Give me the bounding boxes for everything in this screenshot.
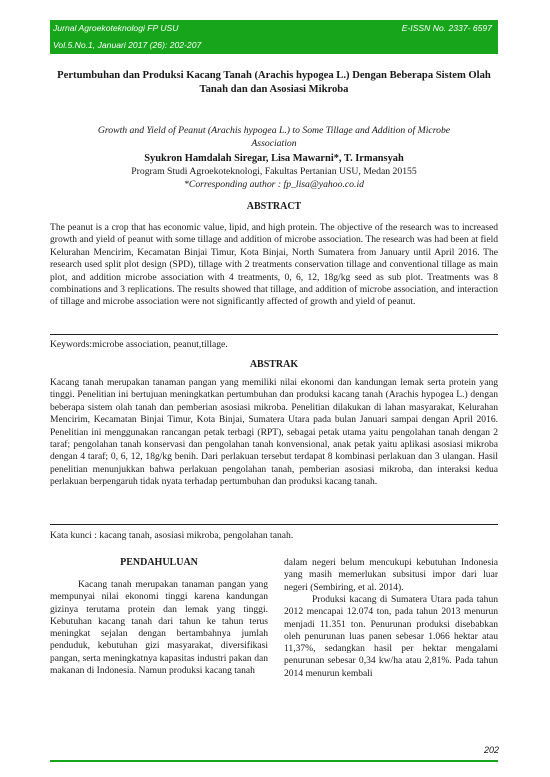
english-title-line2: Association (251, 138, 297, 149)
abstrak-text: Kacang tanah merupakan tanaman pangan yang memiliki nilai ekonomi dan kandungan lemak serta protein yang tinggi. Penelitian ini bertujuan meningkatkan pertumbuhan dan produksi kacang tanah (Arachis hypogea L.) dengan beberapa sistem olah tanah dan pemberian asosiasi mikroba. Penelitian dilakukan di lahan masyarakat, Kelurahan Mencirim, Kecamatan Binjai Timur, Kota Binjai, Sumatera Utara pada bulan Januari sampai dengan April 2016. Penelitian ini menggunakan rancangan petak terbagi (RPT), sebagai petak utama yaitu pengolahan tanah dengan 2 taraf; pengolahan tanah konservasi dan pengolahan tanah konvensional, anak petak yaitu aplikasi asosiasi mikroba dengan 4 taraf; 0, 6, 12, 18g/kg benih. Dari perlakuan tersebut terdapat 8 kombinasi perlakuan dan 3 ulangan. Hasil penelitian menunjukkan bahwa perlakuan pengolahan tanah, pemberian asosiasi mikroba, dan interaksi kedua perlakuan berpengaruh tidak nyata terhadap pertumbuhan dan produksi kacang tanah. (50, 377, 498, 488)
abstract-heading: ABSTRACT (246, 201, 302, 212)
paper-title (50, 69, 498, 97)
paper-title-line1: Pertumbuhan dan Produksi Kacang Tanah (Arachis hypogea L.) Dengan Beberapa Sistem Olah (57, 70, 491, 81)
intro-right-column-p1: dalam negeri belum mencukupi kebutuhan Indonesia yang masih memerlukan subsitusi impor dari luar negeri (Sembiring, et al. 2014). (284, 557, 498, 593)
intro-right-column-p2: Produksi kacang di Sumatera Utara pada tahun 2012 mencapai 12.074 ton, pada tahun 2013 menurun menjadi 11.351 ton. Penurunan produksi disebabkan oleh penurunan luas panen sebesar 1.066 hektar atau 11,37%, sedangkan hasil per hektar mengalami penurunan sebesar 0,34 kw/ha atau 2,81%. Pada tahun 2014 menurun kembali (284, 594, 498, 679)
page-number: 202 (483, 745, 499, 755)
kata-kunci: Kata kunci : kacang tanah, asosiasi mikroba, pengolahan tanah. (50, 530, 294, 541)
affiliation: Program Studi Agroekoteknologi, Fakultas Pertanian USU, Medan 20155 (131, 166, 417, 177)
journal-header-bar (50, 20, 498, 54)
intro-heading: PENDAHULUAN (120, 557, 198, 568)
keywords: Keywords:microbe association, peanut,tillage. (50, 339, 228, 350)
intro-left-column: Kacang tanah merupakan tanaman pangan yang mempunyai nilai ekonomi tinggi karena kandungan gizinya terutama protein dan lemak yang tinggi. Kebutuhan kacang tanah dari tahun ke tahun terus meningkat sejalan dengan bertambahnya jumlah penduduk, kebutuhan gizi masyarakat, diversifikasi pangan, serta meningkatnya kapasitas industri pakan dan makanan di Indonesia. Namun produksi kacang tanah (50, 579, 268, 677)
english-title (50, 124, 498, 150)
volume-info: Vol.5.No.1, Januari 2017 (26): 202-207 (53, 40, 202, 50)
abstract-text: The peanut is a crop that has economic value, lipid, and high protein. The objective of the research was to increased growth and yield of peanut with some tillage and addition of microbe association. The research was had been at field Kelurahan Mencirim, Kecamatan Binjai Timur, Kota Binjai, North Sumatera from January until April 2016. The research used split plot design (SPD), tillage with 2 treatments conservation tillage and conventional tillage as main plot, and addition microbe association with 4 treatments, 0, 6, 12, 18g/kg seed as sub plot. Treatments was 8 combinations and 3 replications. The results showed that tillage, and addition of microbe association, and interaction of tillage and microbe association were not significantly affected of growth and yield of peanut. (50, 222, 498, 308)
journal-name: Jurnal Agroekoteknologi FP USU (53, 23, 179, 33)
divider (50, 524, 498, 525)
footer-rule (50, 760, 498, 762)
english-title-line1: Growth and Yield of Peanut (Arachis hypogea L.) to Some Tillage and Addition of Microbe (97, 125, 451, 136)
authors: Syukron Hamdalah Siregar, Lisa Mawarni*, T. Irmansyah (144, 153, 404, 164)
issn: E-ISSN No. 2337- 6597 (401, 23, 492, 33)
paper-title-line2: Tanah dan dan Asosiasi Mikroba (199, 84, 349, 95)
divider (50, 334, 498, 335)
corresponding-author: *Corresponding author : fp_lisa@yahoo.co.id (184, 179, 364, 190)
abstrak-heading: ABSTRAK (249, 359, 299, 370)
